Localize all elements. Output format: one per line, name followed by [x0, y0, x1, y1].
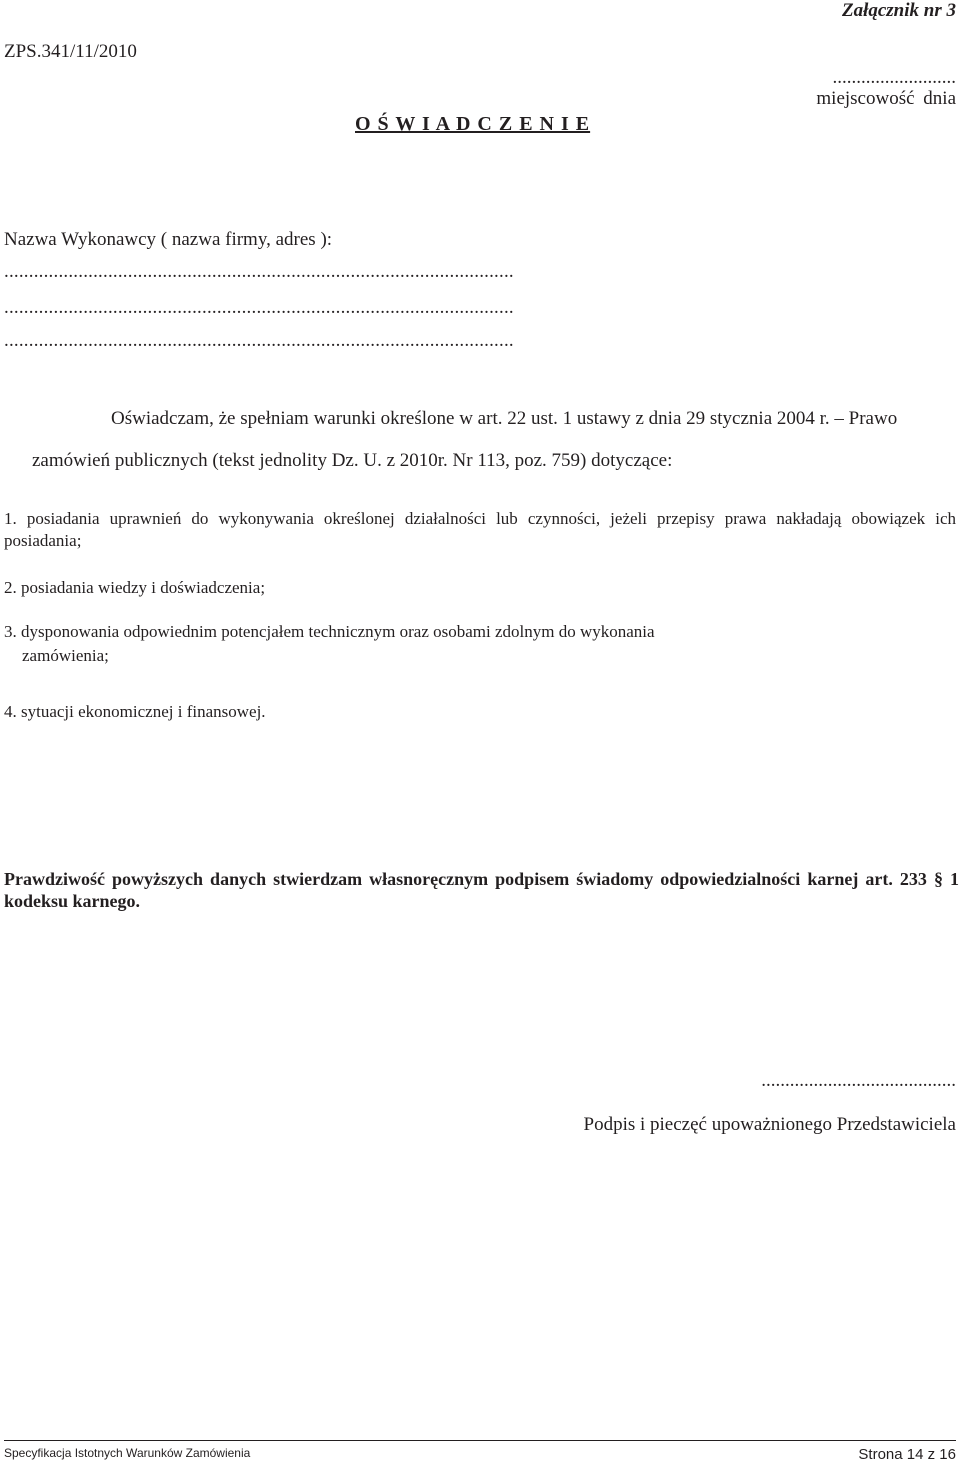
- liability-statement: Prawdziwość powyższych danych stwierdzam własnoręcznym podpisem świadomy odpowiedzialności karnej art. 233 § 1 kodeksu karnego.: [4, 869, 959, 911]
- condition-item-2: 2. posiadania wiedzy i doświadczenia;: [4, 578, 266, 597]
- reference-number: ZPS.341/11/2010: [4, 41, 137, 62]
- contractor-line-1: .......................................................................................................: [4, 261, 514, 282]
- footer-page-number: Strona 14 z 16: [858, 1446, 956, 1463]
- condition-item-3-continuation: zamówienia;: [22, 646, 109, 665]
- condition-item-3: 3. dysponowania odpowiednim potencjałem technicznym oraz osobami zdolnym do wykonania: [4, 622, 655, 641]
- footer-divider: [4, 1440, 956, 1441]
- place-date-field: ..........................: [832, 67, 956, 88]
- declaration-line-1: Oświadczam, że spełniam warunki określone w art. 22 ust. 1 ustawy z dnia 29 stycznia 2004 r. – Prawo: [111, 408, 898, 429]
- condition-item-1: 1. posiadania uprawnień do wykonywania określonej działalności lub czynności, jeżeli przepisy prawa nakładają obowiązek ich posiadania;: [4, 509, 956, 550]
- document-title: O Ś W I A D C Z E N I E: [355, 113, 591, 135]
- signature-field: .........................................: [761, 1070, 956, 1091]
- contractor-line-3: .......................................................................................................: [4, 330, 514, 351]
- declaration-line-2: zamówień publicznych (tekst jednolity Dz. U. z 2010r. Nr 113, poz. 759) dotyczące:: [32, 450, 673, 471]
- signature-label: Podpis i pieczęć upoważnionego Przedstawiciela: [583, 1114, 956, 1135]
- condition-item-4: 4. sytuacji ekonomicznej i finansowej.: [4, 702, 266, 721]
- annex-label: Załącznik nr 3: [841, 0, 956, 21]
- place-date-label: miejscowość dnia: [816, 88, 956, 109]
- contractor-line-2: .......................................................................................................: [4, 297, 514, 318]
- contractor-label: Nazwa Wykonawcy ( nazwa firmy, adres ):: [4, 229, 333, 250]
- footer-document-name: Specyfikacja Istotnych Warunków Zamówienia: [4, 1446, 251, 1460]
